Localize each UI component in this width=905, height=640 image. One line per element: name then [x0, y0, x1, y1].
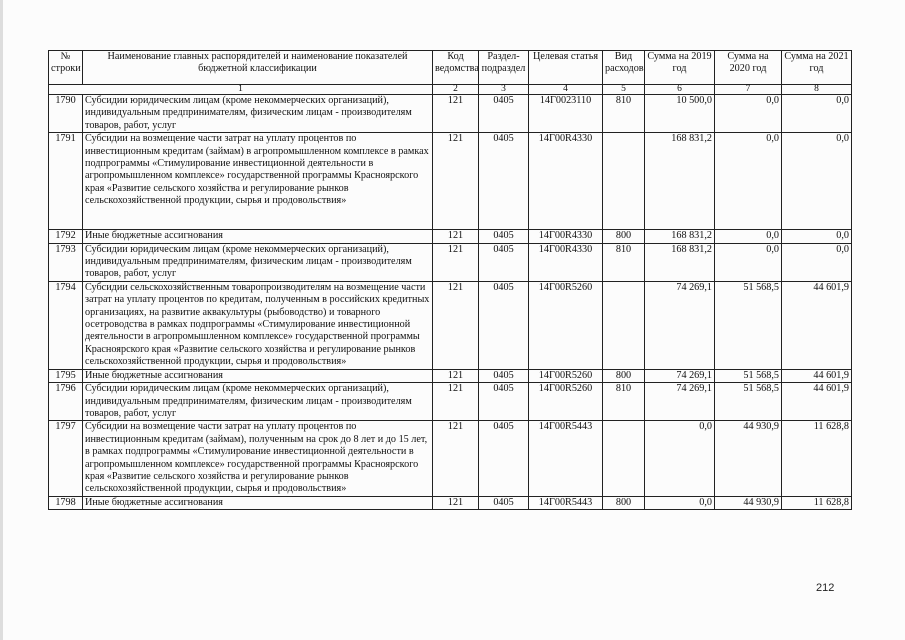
row-code: 121 — [433, 95, 479, 133]
header-row — [49, 51, 852, 85]
column-number: 5 — [603, 85, 645, 95]
row-section: 0405 — [479, 133, 529, 230]
row-section: 0405 — [479, 95, 529, 133]
header-code: Код ведомства — [433, 51, 479, 85]
table-row — [49, 421, 852, 496]
row-target: 14Г00R4330 — [529, 230, 603, 243]
row-target: 14Г00R5443 — [529, 421, 603, 496]
row-target: 14Г00R4330 — [529, 133, 603, 230]
row-sum-2020: 51 568,5 — [715, 383, 782, 421]
column-number: 1 — [49, 85, 433, 95]
row-sum-2021: 11 628,8 — [782, 496, 852, 509]
row-sum-2019: 168 831,2 — [645, 230, 715, 243]
row-code: 121 — [433, 369, 479, 382]
row-kind: 800 — [603, 230, 645, 243]
row-name: Субсидии юридическим лицам (кроме некоммерческих организаций), индивидуальным предпринимателям, физическим лицам - производителям товаров, работ, услуг — [83, 95, 433, 133]
row-kind — [603, 281, 645, 369]
row-name: Иные бюджетные ассигнования — [83, 369, 433, 382]
row-name: Субсидии юридическим лицам (кроме некоммерческих организаций), индивидуальным предпринимателям, физическим лицам - производителям товаров, работ, услуг — [83, 243, 433, 281]
header-name: Наименование главных распорядителей и наименование показателей бюджетной классификации — [83, 51, 433, 85]
row-sum-2019: 74 269,1 — [645, 383, 715, 421]
row-name: Субсидии юридическим лицам (кроме некоммерческих организаций), индивидуальным предпринимателям, физическим лицам - производителям товаров, работ, услуг — [83, 383, 433, 421]
row-target: 14Г00R5260 — [529, 383, 603, 421]
row-section: 0405 — [479, 281, 529, 369]
row-sum-2019: 10 500,0 — [645, 95, 715, 133]
table-row — [49, 383, 852, 421]
row-sum-2019: 168 831,2 — [645, 243, 715, 281]
row-sum-2021: 44 601,9 — [782, 383, 852, 421]
table-row — [49, 95, 852, 133]
row-section: 0405 — [479, 230, 529, 243]
row-sum-2020: 0,0 — [715, 95, 782, 133]
row-kind — [603, 421, 645, 496]
header-section: Раздел-подраздел — [479, 51, 529, 85]
row-sum-2019: 0,0 — [645, 496, 715, 509]
row-number: 1790 — [49, 95, 83, 133]
row-sum-2021: 0,0 — [782, 230, 852, 243]
row-code: 121 — [433, 281, 479, 369]
table-row — [49, 281, 852, 369]
row-sum-2021: 0,0 — [782, 243, 852, 281]
row-kind — [603, 133, 645, 230]
row-kind: 800 — [603, 496, 645, 509]
row-number: 1792 — [49, 230, 83, 243]
table-row — [49, 369, 852, 382]
row-section: 0405 — [479, 369, 529, 382]
row-sum-2019: 74 269,1 — [645, 369, 715, 382]
row-sum-2020: 44 930,9 — [715, 496, 782, 509]
row-number: 1791 — [49, 133, 83, 230]
row-sum-2020: 44 930,9 — [715, 421, 782, 496]
row-number: 1797 — [49, 421, 83, 496]
row-code: 121 — [433, 230, 479, 243]
row-sum-2021: 0,0 — [782, 95, 852, 133]
header-no: № строки — [49, 51, 83, 85]
row-sum-2020: 51 568,5 — [715, 281, 782, 369]
row-number: 1795 — [49, 369, 83, 382]
column-number: 2 — [433, 85, 479, 95]
header-sum-2020: Сумма на 2020 год — [715, 51, 782, 85]
row-code: 121 — [433, 496, 479, 509]
page-number: 212 — [816, 582, 835, 594]
row-section: 0405 — [479, 383, 529, 421]
column-number-row — [49, 85, 852, 95]
row-kind: 810 — [603, 95, 645, 133]
row-sum-2021: 11 628,8 — [782, 421, 852, 496]
row-section: 0405 — [479, 243, 529, 281]
header-sum-2019: Сумма на 2019 год — [645, 51, 715, 85]
column-number: 8 — [782, 85, 852, 95]
row-name: Субсидии на возмещение части затрат на уплату процентов по инвестиционным кредитам (займам) в агропромышленном комплексе в рамках подпрограммы «Стимулирование инвестиционной деятельности в агропромышленном комплексе» государственной программы Красноярского края «Развитие сельского хозяйства и регулирование рынков сельскохозяйственной продукции, сырья и продовольствия» — [83, 133, 433, 230]
row-target: 14Г0023110 — [529, 95, 603, 133]
header-sum-2021: Сумма на 2021 год — [782, 51, 852, 85]
row-number: 1793 — [49, 243, 83, 281]
row-target: 14Г00R5260 — [529, 281, 603, 369]
row-kind: 800 — [603, 369, 645, 382]
row-number: 1796 — [49, 383, 83, 421]
row-sum-2020: 0,0 — [715, 133, 782, 230]
row-section: 0405 — [479, 421, 529, 496]
budget-table — [48, 50, 852, 510]
table-row — [49, 243, 852, 281]
row-code: 121 — [433, 421, 479, 496]
row-kind: 810 — [603, 383, 645, 421]
row-sum-2020: 0,0 — [715, 230, 782, 243]
table-row — [49, 230, 852, 243]
row-code: 121 — [433, 133, 479, 230]
row-sum-2021: 44 601,9 — [782, 281, 852, 369]
column-number: 6 — [645, 85, 715, 95]
row-target: 14Г00R4330 — [529, 243, 603, 281]
row-code: 121 — [433, 243, 479, 281]
row-sum-2019: 74 269,1 — [645, 281, 715, 369]
scan-edge — [0, 0, 3, 640]
row-name: Субсидии на возмещение части затрат на уплату процентов по инвестиционным кредитам (займам), полученным на срок до 8 лет и до 15 лет, в рамках подпрограммы «Стимулирование инвестиционной деятельности в агропромышленном комплексе» государственной программы Красноярского края «Развитие сельского хозяйства и регулирование рынков сельскохозяйственной продукции, сырья и продовольствия» — [83, 421, 433, 496]
row-code: 121 — [433, 383, 479, 421]
row-number: 1798 — [49, 496, 83, 509]
table-row — [49, 133, 852, 230]
row-name: Иные бюджетные ассигнования — [83, 230, 433, 243]
table-row — [49, 496, 852, 509]
row-name: Субсидии сельскохозяйственным товаропроизводителям на возмещение части затрат на уплату процентов по кредитам, полученным в российских кредитных организациях, на развитие аквакультуры (рыбоводство) и товарного осетроводства в рамках подпрограммы «Стимулирование инвестиционной деятельности в агропромышленном комплексе» государственной программы Красноярского края «Развитие сельского хозяйства и регулирование рынков сельскохозяйственной продукции, сырья и продовольствия» — [83, 281, 433, 369]
column-number: 4 — [529, 85, 603, 95]
column-number: 7 — [715, 85, 782, 95]
row-sum-2020: 51 568,5 — [715, 369, 782, 382]
row-sum-2021: 44 601,9 — [782, 369, 852, 382]
row-name: Иные бюджетные ассигнования — [83, 496, 433, 509]
row-sum-2021: 0,0 — [782, 133, 852, 230]
row-sum-2019: 0,0 — [645, 421, 715, 496]
column-number: 3 — [479, 85, 529, 95]
row-section: 0405 — [479, 496, 529, 509]
row-sum-2019: 168 831,2 — [645, 133, 715, 230]
header-target: Целевая статья — [529, 51, 603, 85]
row-target: 14Г00R5443 — [529, 496, 603, 509]
row-target: 14Г00R5260 — [529, 369, 603, 382]
row-sum-2020: 0,0 — [715, 243, 782, 281]
row-number: 1794 — [49, 281, 83, 369]
header-kind: Вид расходов — [603, 51, 645, 85]
row-kind: 810 — [603, 243, 645, 281]
